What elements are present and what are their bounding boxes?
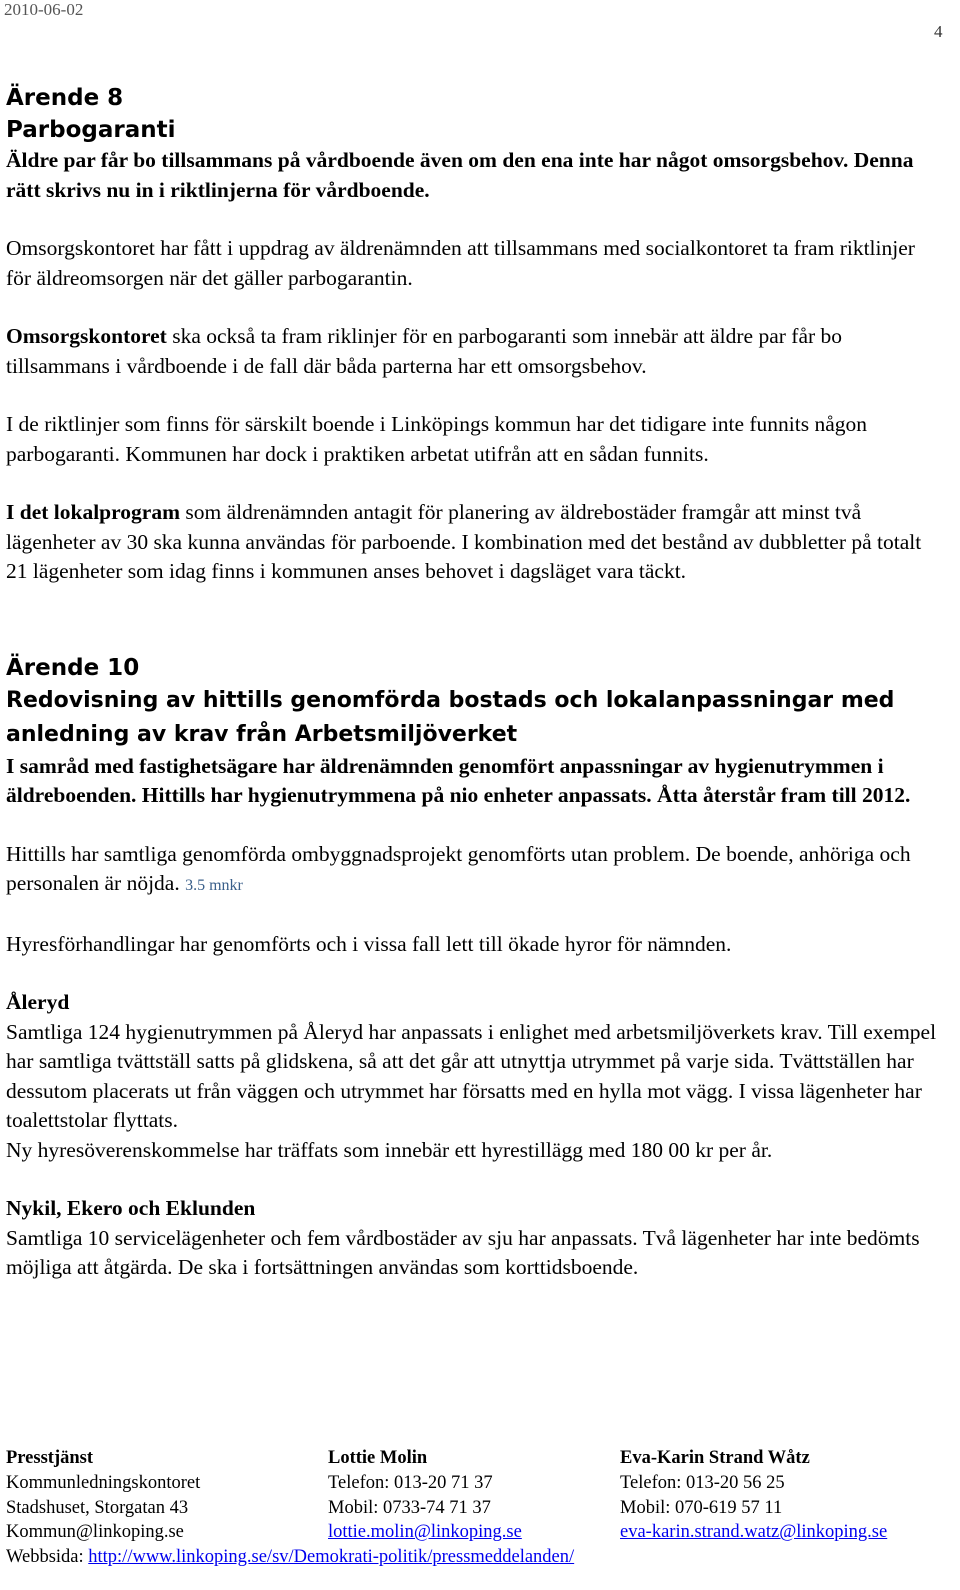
- arende-10-paragraph-1: [6, 840, 944, 901]
- arende-10-lead: I samråd med fastighetsägare har äldrenämnden genomfört anpassningar av hygienutrymmen i äldreboenden. Hittills har hygienutrymmena på nio enheter anpassats. Åtta återstår fram till 2012.: [6, 753, 911, 807]
- footer-col3-mobile: Mobil: 070-619 57 11: [620, 1497, 783, 1518]
- nykil-heading: Nykil, Ekero och Eklunden: [6, 1196, 256, 1220]
- paragraph-bold-lead: I det lokalprogram: [6, 500, 180, 524]
- footer-col2-title: Lottie Molin: [328, 1448, 428, 1468]
- aleryd-text-2: Ny hyresöverenskommelse har träffats som innebär ett hyrestillägg med 180 00 kr per år.: [6, 1137, 773, 1162]
- website-link[interactable]: http://www.linkoping.se/sv/Demokrati-politik/pressmeddelanden/: [88, 1547, 575, 1568]
- arende-8-title: Ärende 8: [6, 85, 124, 111]
- footer-col2-email-link[interactable]: lottie.molin@linkoping.se: [328, 1522, 522, 1543]
- arende-10-subtitle: Redovisning av hittills genomförda bostads och lokalanpassningar med anledning av krav från Arbetsmiljöverket: [6, 687, 895, 747]
- paragraph-text: ska också ta fram riklinjer för en parbogaranti som innebär att äldre par får bo tillsammans i vårdboende i de fall där båda parterna har ett omsorgsbehov.: [6, 324, 843, 378]
- arende-8-paragraph-1: Omsorgskontoret har fått i uppdrag av äldrenämnden att tillsammans med socialkontoret ta fram riktlinjer för äldreomsorgen när det gäller parbogarantin.: [6, 236, 915, 290]
- footer-col1-line2: Stadshuset, Storgatan 43: [6, 1497, 189, 1518]
- cost-note: 3.5 mnkr: [185, 877, 243, 894]
- document-date: 2010-06-02: [4, 0, 84, 19]
- arende-8-paragraph-4: [6, 498, 944, 587]
- document-body: [6, 82, 944, 1283]
- arende-10-paragraph-2: Hyresförhandlingar har genomförts och i vissa fall lett till ökade hyror för nämnden.: [6, 931, 732, 956]
- contact-footer: [6, 1446, 946, 1570]
- nykil-text: Samtliga 10 servicelägenheter och fem vårdbostäder av sju har anpassats. Två lägenheter har inte bedömts möjliga att åtgärda. De ska i fortsättningen användas som korttidsboende.: [6, 1225, 920, 1279]
- aleryd-heading: Åleryd: [6, 990, 70, 1014]
- paragraph-text: Hittills har samtliga genomförda ombyggnadsprojekt genomförts utan problem. De boende, anhöriga och personalen är nöjda.: [6, 841, 911, 895]
- footer-col2-mobile: Mobil: 0733-74 71 37: [328, 1497, 491, 1518]
- footer-col1-line1: Kommunledningskontoret: [6, 1472, 201, 1493]
- page-number: 4: [934, 22, 943, 41]
- footer-col1-email: Kommun@linkoping.se: [6, 1522, 184, 1543]
- arende-8-paragraph-3: I de riktlinjer som finns för särskilt boende i Linköpings kommun har det tidigare inte funnits någon parbogaranti. Kommunen har dock i praktiken arbetat utifrån att en sådan funnits.: [6, 412, 868, 466]
- arende-8-subtitle: Parbogaranti: [6, 117, 176, 143]
- arende-10-title: Ärende 10: [6, 654, 140, 681]
- footer-col3-email-link[interactable]: eva-karin.strand.watz@linkoping.se: [620, 1522, 888, 1543]
- footer-col1-title: Presstjänst: [6, 1448, 94, 1468]
- paragraph-bold-lead: Omsorgskontoret: [6, 324, 167, 348]
- arende-8-paragraph-2: [6, 322, 944, 381]
- website-label: Webbsida:: [6, 1547, 89, 1568]
- arende-8-lead: Äldre par får bo tillsammans på vårdboende även om den ena inte har något omsorgsbehov. Denna rätt skrivs nu in i riktlinjerna för vårdboende.: [6, 148, 914, 202]
- paragraph-text: som äldrenämnden antagit för planering av äldrebostäder framgår att minst två lägenheter av 30 ska kunna användas för parboende. I kombination med det bestånd av dubbletter på totalt 21 lägenheter som idag finns i kommunen anses behovet i dagsläget vara täckt.: [6, 500, 922, 583]
- footer-col3-phone: Telefon: 013-20 56 25: [620, 1472, 785, 1493]
- footer-col2-phone: Telefon: 013-20 71 37: [328, 1472, 493, 1493]
- footer-col3-title: Eva-Karin Strand Wåtz: [620, 1448, 810, 1468]
- aleryd-text: Samtliga 124 hygienutrymmen på Åleryd har anpassats i enlighet med arbetsmiljöverkets krav. Till exempel har samtliga tvättställ satts på glidskena, så att det går att utnyttja utrymmet på varje sida. Tvättställen har dessutom placerats ut från väggen och utrymmet har försatts med en hylla mot vägg. I vissa lägenheter har toalettstolar flyttats.: [6, 1019, 937, 1132]
